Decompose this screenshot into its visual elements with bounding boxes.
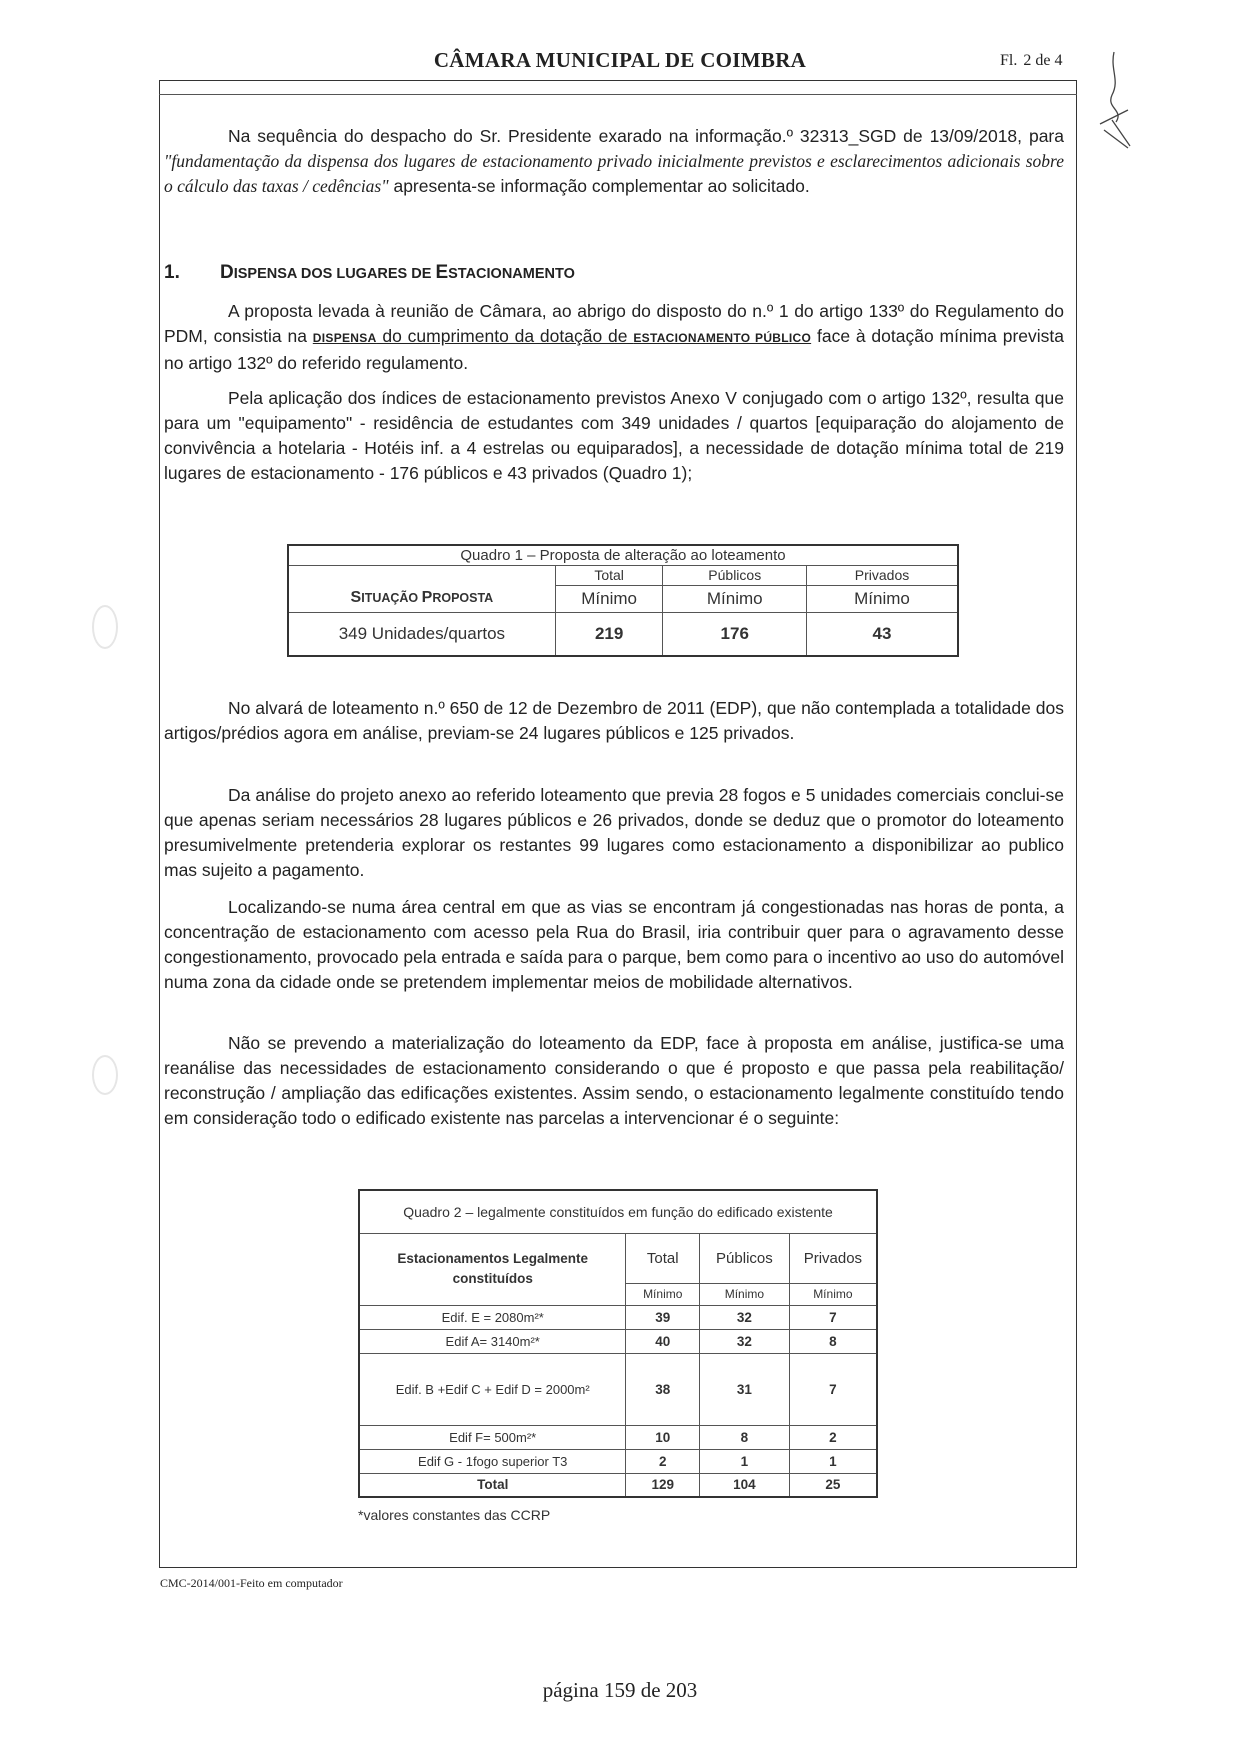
folio-value: 2 de 4: [1023, 52, 1063, 69]
p1-underlined-text: do cumprimento da dotação de: [376, 326, 634, 346]
column-header: Total: [626, 1233, 700, 1283]
section-number: 1.: [164, 262, 180, 283]
cell-total: 38: [626, 1353, 700, 1425]
paragraph-alvara: [164, 696, 1064, 746]
column-header: Total: [555, 565, 663, 585]
row-label: Edif. E = 2080m²*: [359, 1305, 626, 1329]
header-rule: [159, 94, 1077, 95]
section-title-text: ISPENSA DOS LUGARES DE: [233, 266, 436, 282]
total-label: Total: [359, 1473, 626, 1497]
min-label: Mínimo: [807, 585, 959, 612]
intro-paragraph: [164, 124, 1064, 199]
row-label: 349 Unidades/quartos: [288, 612, 555, 656]
table-row: [359, 1305, 877, 1329]
row-label: Edif G - 1fogo superior T3: [359, 1449, 626, 1473]
cell-publicos: 104: [700, 1473, 790, 1497]
cell-total: 219: [555, 612, 663, 656]
cell-privados: 7: [789, 1305, 877, 1329]
cell-publicos: 32: [700, 1305, 790, 1329]
row-header-estacionamentos: Estacionamentos Legalmente constituídos: [359, 1233, 626, 1305]
cell-privados: 1: [789, 1449, 877, 1473]
intro-quote: "fundamentação da dispensa dos lugares de estacionamento privado inicialmente previstos e esclarecimentos adicionais sobre o cálculo das taxas / cedências": [164, 151, 1064, 196]
table-total-row: [359, 1473, 877, 1497]
estacionamento-publico-term: ESTACIONAMENTO PÚBLICO: [633, 331, 812, 345]
table-footnote: *valores constantes das CCRP: [358, 1507, 551, 1523]
table-row: [359, 1353, 877, 1425]
table-caption: Quadro 2 – legalmente constituídos em função do edificado existente: [359, 1190, 877, 1233]
table-row: [288, 612, 958, 656]
scan-smudge: [92, 1055, 118, 1095]
cell-total: 40: [626, 1329, 700, 1353]
column-header: Públicos: [700, 1233, 790, 1283]
table-header-blank: [288, 565, 555, 585]
page-number: página 159 de 203: [542, 1678, 698, 1702]
row-label: Edif F= 500m²*: [359, 1425, 626, 1449]
table-row: [359, 1425, 877, 1449]
paragraph-analise: [164, 783, 1064, 883]
quadro-2-table: [358, 1189, 878, 1498]
cell-privados: 7: [789, 1353, 877, 1425]
p4-text: Da análise do projeto anexo ao referido loteamento que previa 28 fogos e 5 unidades comerciais conclui-se que apenas seriam necessários 28 lugares públicos e 26 privados, donde se deduz que o promotor do loteamento presumivelmente pretenderia explorar os restantes 99 lugares como estacionamento a disponibilizar ao publico mas sujeito a pagamento.: [164, 785, 1064, 880]
p5-text: Localizando-se numa área central em que as vias se encontram já congestionadas nas horas de ponta, a concentração de estacionamento com acesso pela Rua do Brasil, iria contribuir quer para o agravamento desse congestionamento, provocado pela entrada e saída para o parque, bem como para o incentivo ao uso do automóvel numa zona da cidade onde se pretendem implementar meios de mobilidade alternativos.: [164, 897, 1064, 992]
cell-total: 2: [626, 1449, 700, 1473]
paragraph-proposta: [164, 299, 1064, 376]
table-row: [359, 1329, 877, 1353]
section-title-text: STACIONAMENTO: [448, 266, 575, 282]
paragraph-localizacao: [164, 895, 1064, 995]
section-title-initial: E: [435, 262, 449, 283]
cell-publicos: 32: [700, 1329, 790, 1353]
p1-text-1: A proposta levada à reunião de Câmara, ao abrigo do disposto do n.º 1 do artigo 133º do Regulamento do PDM, consistia na: [164, 301, 1064, 346]
quadro-1-table: [287, 544, 959, 657]
cell-total: 10: [626, 1425, 700, 1449]
row-label: Edif. B +Edif C + Edif D = 2000m²: [359, 1353, 626, 1425]
p1-text-2: face à dotação mínima prevista no artigo 132º do referido regulamento.: [164, 326, 1065, 373]
dispensa-term: DISPENSA: [312, 331, 377, 345]
p6-text: Não se prevendo a materialização do loteamento da EDP, face à proposta em análise, justifica-se uma reanálise das necessidades de estacionamento considerando o que é proposto e que passa pela reabilitação/ reconstrução / ampliação das edificações existentes. Assim sendo, o estacionamento legalmente constituído tendo em consideração todo o edificado existente nas parcelas a intervencionar é o seguinte:: [164, 1033, 1064, 1128]
folio-label: Fl.: [1000, 52, 1018, 69]
cell-privados: 2: [789, 1425, 877, 1449]
row-header-situacao-proposta: SITUAÇÃO PROPOSTA: [288, 585, 555, 612]
column-header: Públicos: [663, 565, 807, 585]
paragraph-indices: [164, 386, 1064, 486]
p3-text: No alvará de loteamento n.º 650 de 12 de Dezembro de 2011 (EDP), que não contemplada a totalidade dos artigos/prédios agora em análise, previam-se 24 lugares públicos e 125 privados.: [164, 698, 1064, 743]
paragraph-reanalise: [164, 1031, 1064, 1131]
min-label: Mínimo: [626, 1283, 700, 1305]
handwritten-signature: [1098, 50, 1132, 150]
table-caption: Quadro 1 – Proposta de alteração ao loteamento: [288, 545, 958, 565]
min-label: Mínimo: [700, 1283, 790, 1305]
intro-text-2: apresenta-se informação complementar ao solicitado.: [388, 176, 810, 196]
cell-privados: 25: [789, 1473, 877, 1497]
column-header: Privados: [807, 565, 959, 585]
cell-publicos: 176: [663, 612, 807, 656]
min-label: Mínimo: [789, 1283, 877, 1305]
cell-publicos: 31: [700, 1353, 790, 1425]
min-label: Mínimo: [555, 585, 663, 612]
row-label: Edif A= 3140m²*: [359, 1329, 626, 1353]
min-label: Mínimo: [663, 585, 807, 612]
form-code: CMC-2014/001-Feito em computador: [160, 1576, 343, 1590]
intro-text-1: Na sequência do despacho do Sr. Presidente exarado na informação.º 32313_SGD de 13/09/2018, para: [228, 126, 1064, 146]
p2-text: Pela aplicação dos índices de estacionamento previstos Anexo V conjugado com o artigo 132º, resulta que para um "equipamento" - residência de estudantes com 349 unidades / quartos [equiparação do alojamento de convivência a hotelaria - Hotéis inf. a 4 estrelas ou equiparados], a necessidade de dotação mínima total de 219 lugares de estacionamento - 176 públicos e 43 privados (Quadro 1);: [164, 388, 1064, 483]
cell-privados: 43: [807, 612, 959, 656]
cell-privados: 8: [789, 1329, 877, 1353]
section-title-initial: D: [220, 262, 234, 283]
column-header: Privados: [789, 1233, 877, 1283]
section-heading: [164, 262, 575, 284]
cell-total: 39: [626, 1305, 700, 1329]
cell-publicos: 1: [700, 1449, 790, 1473]
cell-publicos: 8: [700, 1425, 790, 1449]
folio-number: [1000, 52, 1068, 70]
scan-smudge: [92, 605, 118, 649]
cell-total: 129: [626, 1473, 700, 1497]
table-row: [359, 1449, 877, 1473]
document-header-title: CÂMARA MUNICIPAL DE COIMBRA: [433, 48, 807, 72]
